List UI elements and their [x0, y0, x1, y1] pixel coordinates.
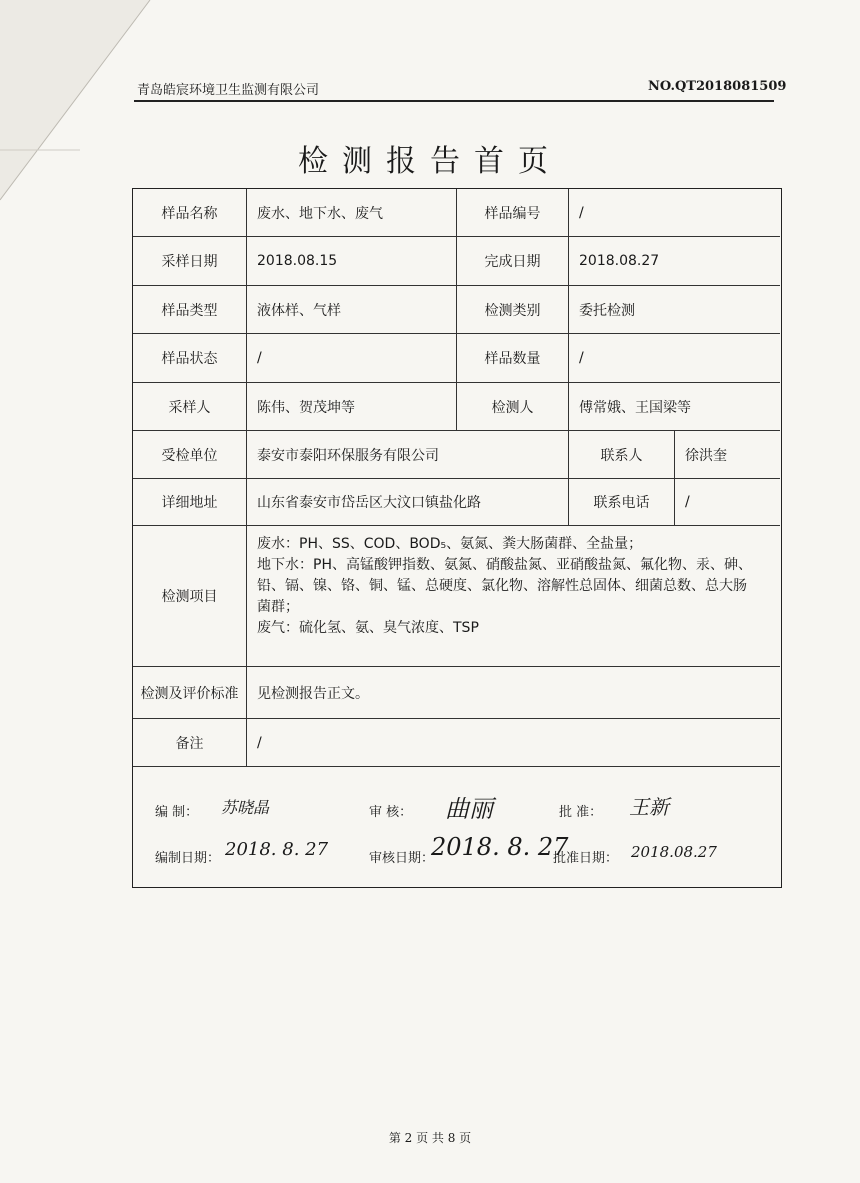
value-test-items [247, 526, 780, 667]
test-items-line: 菌群； [257, 599, 299, 615]
value-sample-qty: / [569, 334, 780, 383]
reviewer-label: 审 核： [369, 805, 413, 820]
test-items-line: 铅、镉、镍、铬、铜、锰、总硬度、氯化物、溶解性总固体、细菌总数、总大肠 [257, 578, 747, 594]
value-standard: 见检测报告正文。 [247, 667, 780, 719]
review-date-handwritten: 2018. 8. 27 [431, 833, 569, 861]
value-sampler: 陈伟、贺茂坤等 [247, 383, 457, 431]
label-standard: 检测及评价标准 [133, 667, 247, 719]
approver-label: 批 准： [559, 805, 603, 820]
approver-signature: 王新 [629, 795, 669, 819]
test-items-line: 废水：PH、SS、COD、BOD₅、氨氮、粪大肠菌群、全盐量； [257, 536, 643, 552]
value-sample-status: / [247, 334, 457, 383]
company-name: 青岛皓宸环境卫生监测有限公司 [137, 83, 320, 98]
label-sample-name: 样品名称 [133, 189, 247, 237]
label-phone: 联系电话 [569, 479, 675, 526]
value-sample-id: / [569, 189, 780, 237]
page-footer: 第 2 页 共 8 页 [388, 1131, 472, 1145]
label-sample-status: 样品状态 [133, 334, 247, 383]
value-sampling-date: 2018.08.15 [247, 237, 457, 286]
value-phone: / [675, 479, 780, 526]
approve-date-label: 批准日期： [553, 851, 619, 866]
value-contact: 徐洪奎 [675, 431, 780, 479]
header-rule [134, 100, 774, 102]
value-completion-date: 2018.08.27 [569, 237, 780, 286]
report-number: NO.QT2018081509 [648, 79, 787, 94]
compile-date-handwritten: 2018. 8. 27 [225, 839, 329, 860]
label-test-category: 检测类别 [457, 286, 569, 334]
value-address: 山东省泰安市岱岳区大汶口镇盐化路 [247, 479, 569, 526]
compiler-label: 编 制： [155, 805, 199, 820]
reviewer-signature: 曲丽 [445, 795, 493, 823]
label-contact: 联系人 [569, 431, 675, 479]
page-title: 检测报告首页 [298, 144, 562, 179]
label-tester: 检测人 [457, 383, 569, 431]
value-test-category: 委托检测 [569, 286, 780, 334]
approve-date-handwritten: 2018.08.27 [631, 843, 717, 861]
label-address: 详细地址 [133, 479, 247, 526]
label-sample-id: 样品编号 [457, 189, 569, 237]
signature-area [133, 767, 780, 886]
compiler-signature: 苏晓晶 [221, 798, 270, 817]
label-remarks: 备注 [133, 719, 247, 767]
label-client: 受检单位 [133, 431, 247, 479]
label-sample-qty: 样品数量 [457, 334, 569, 383]
label-sampling-date: 采样日期 [133, 237, 247, 286]
label-completion-date: 完成日期 [457, 237, 569, 286]
label-sample-type: 样品类型 [133, 286, 247, 334]
test-items-line: 废气：硫化氢、氨、臭气浓度、TSP [257, 620, 479, 636]
value-client: 泰安市泰阳环保服务有限公司 [247, 431, 569, 479]
value-sample-type: 液体样、气样 [247, 286, 457, 334]
label-test-items: 检测项目 [133, 526, 247, 667]
label-sampler: 采样人 [133, 383, 247, 431]
value-sample-name: 废水、地下水、废气 [247, 189, 457, 237]
value-tester: 傅常娥、王国梁等 [569, 383, 780, 431]
review-date-label: 审核日期： [369, 851, 435, 866]
test-items-line: 地下水：PH、高锰酸钾指数、氨氮、硝酸盐氮、亚硝酸盐氮、氟化物、汞、砷、 [257, 557, 752, 573]
compile-date-label: 编制日期： [155, 851, 221, 866]
value-remarks: / [247, 719, 780, 767]
report-table [132, 188, 782, 888]
